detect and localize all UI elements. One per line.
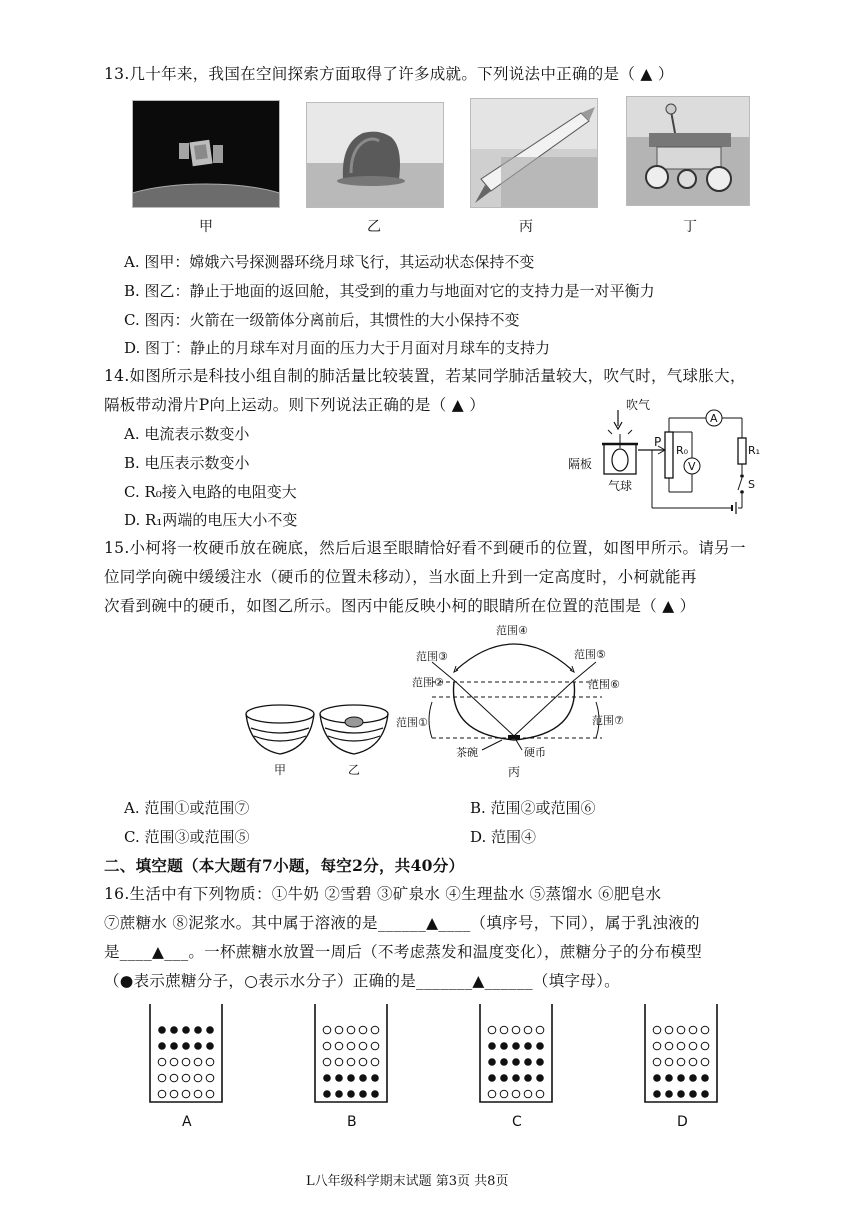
sucrose-molecule — [335, 1090, 343, 1098]
water-molecule — [488, 1090, 496, 1098]
water-molecule — [653, 1026, 661, 1034]
water-molecule — [653, 1042, 661, 1050]
water-molecule — [170, 1074, 178, 1082]
sucrose-molecule — [512, 1058, 520, 1066]
water-molecule — [500, 1026, 508, 1034]
q14-option-a[interactable]: A. 电流表示数变小 — [124, 425, 250, 443]
water-molecule — [206, 1090, 214, 1098]
water-molecule — [677, 1026, 685, 1034]
q15-option-a[interactable]: A. 范围①或范围⑦ — [124, 799, 250, 817]
water-molecule — [512, 1026, 520, 1034]
water-molecule — [182, 1090, 190, 1098]
sucrose-molecule — [323, 1074, 331, 1082]
water-molecule — [323, 1058, 331, 1066]
q13-option-d[interactable]: D. 图丁：静止的月球车对月面的压力大于月面对月球车的支持力 — [124, 339, 551, 357]
q15-option-b[interactable]: B. 范围②或范围⑥ — [470, 799, 596, 817]
water-molecule — [323, 1026, 331, 1034]
water-molecule — [359, 1042, 367, 1050]
water-molecule — [158, 1074, 166, 1082]
range-1-label: 范围① — [396, 716, 428, 729]
label-teacup: 茶碗 — [456, 746, 478, 759]
sucrose-molecule — [335, 1074, 343, 1082]
water-molecule — [653, 1058, 661, 1066]
q16-line4: （●表示蔗糖分子，○表示水分子）正确的是_______▲______（填字母）。 — [104, 972, 620, 990]
photo-caption-yi: 乙 — [367, 219, 381, 235]
water-molecule — [524, 1026, 532, 1034]
q14-option-b[interactable]: B. 电压表示数变小 — [124, 454, 250, 472]
sucrose-molecule — [371, 1074, 379, 1082]
sucrose-molecule — [170, 1026, 178, 1034]
label-blow: 吹气 — [626, 398, 651, 412]
sucrose-molecule — [347, 1074, 355, 1082]
sucrose-molecule — [158, 1042, 166, 1050]
photo-caption-jia: 甲 — [199, 219, 213, 235]
water-molecule — [701, 1042, 709, 1050]
water-molecule — [512, 1090, 520, 1098]
q14-stem-line2: 隔板带动滑片P向上运动。则下列说法正确的是（ ▲ ） — [104, 396, 486, 414]
sucrose-molecule — [206, 1042, 214, 1050]
sucrose-molecule — [194, 1026, 202, 1034]
water-molecule — [170, 1090, 178, 1098]
page-footer: L八年级科学期末试题 第3页 共8页 — [306, 1174, 509, 1189]
sucrose-molecule — [701, 1090, 709, 1098]
sucrose-molecule — [665, 1074, 673, 1082]
sucrose-molecule — [677, 1074, 685, 1082]
photo-caption-ding: 丁 — [683, 219, 697, 235]
sucrose-molecule — [524, 1042, 532, 1050]
beaker-B — [315, 1004, 387, 1130]
sucrose-molecule — [512, 1042, 520, 1050]
water-molecule — [158, 1058, 166, 1066]
sucrose-molecule — [182, 1042, 190, 1050]
water-molecule — [158, 1090, 166, 1098]
water-molecule — [524, 1090, 532, 1098]
voltmeter-symbol: V — [688, 460, 696, 473]
water-molecule — [536, 1026, 544, 1034]
sucrose-molecule — [500, 1042, 508, 1050]
water-molecule — [665, 1026, 673, 1034]
q16-line2: ⑦蔗糖水 ⑧泥浆水。其中属于溶液的是______▲____（填序号，下同），属于乳浊液的 — [104, 914, 700, 932]
water-molecule — [182, 1058, 190, 1066]
water-molecule — [182, 1074, 190, 1082]
water-molecule — [701, 1058, 709, 1066]
caption-bing: 丙 — [508, 765, 521, 779]
water-molecule — [194, 1074, 202, 1082]
range-3-label: 范围③ — [416, 650, 448, 663]
water-molecule — [194, 1058, 202, 1066]
beaker-C — [480, 1004, 552, 1130]
beaker-D — [645, 1004, 717, 1130]
q13-option-b[interactable]: B. 图乙：静止于地面的返回舱，其受到的重力与地面对它的支持力是一对平衡力 — [124, 282, 655, 300]
sucrose-molecule — [206, 1026, 214, 1034]
sucrose-molecule — [536, 1058, 544, 1066]
sucrose-molecule — [701, 1074, 709, 1082]
chang-e-6-photo — [132, 100, 280, 208]
sucrose-molecule — [689, 1090, 697, 1098]
q16-line3: 是____▲___。一杯蔗糖水放置一周后（不考虑蒸发和温度变化），蔗糖分子的分布模型 — [104, 943, 703, 961]
section-2-heading: 二、填空题（本大题有7小题，每空2分，共40分） — [104, 856, 465, 875]
sucrose-molecule — [488, 1042, 496, 1050]
q13-stem: 13.几十年来，我国在空间探索方面取得了许多成就。下列说法中正确的是（ ▲ ） — [104, 65, 674, 83]
q15-option-c[interactable]: C. 范围③或范围⑤ — [124, 828, 250, 846]
water-molecule — [359, 1058, 367, 1066]
label-coin: 硬币 — [524, 746, 546, 759]
label-slider-p: P — [654, 435, 662, 449]
range-5-label: 范围⑤ — [574, 648, 606, 661]
water-molecule — [170, 1058, 178, 1066]
water-molecule — [206, 1074, 214, 1082]
sucrose-molecule — [524, 1058, 532, 1066]
water-molecule — [323, 1042, 331, 1050]
beaker-label[interactable]: D — [677, 1114, 688, 1130]
water-molecule — [500, 1090, 508, 1098]
return-capsule-photo — [306, 102, 444, 208]
range-4-label: 范围④ — [496, 624, 528, 637]
sucrose-molecule — [677, 1090, 685, 1098]
water-molecule — [536, 1090, 544, 1098]
sucrose-molecule — [653, 1074, 661, 1082]
range-7-label: 范围⑦ — [592, 714, 624, 727]
water-molecule — [347, 1058, 355, 1066]
water-molecule — [677, 1058, 685, 1066]
sucrose-molecule — [158, 1026, 166, 1034]
q13-option-a[interactable]: A. 图甲：嫦娥六号探测器环绕月球飞行，其运动状态保持不变 — [124, 253, 535, 271]
water-molecule — [371, 1058, 379, 1066]
label-partition: 隔板 — [568, 457, 593, 471]
sucrose-molecule — [536, 1074, 544, 1082]
sucrose-molecule — [524, 1074, 532, 1082]
sucrose-molecule — [689, 1074, 697, 1082]
water-molecule — [689, 1026, 697, 1034]
range-6-label: 范围⑥ — [588, 678, 620, 691]
water-molecule — [677, 1042, 685, 1050]
water-molecule — [347, 1042, 355, 1050]
q15-stem-line1: 15.小柯将一枚硬币放在碗底，然后后退至眼睛恰好看不到硬币的位置，如图甲所示。请另一 — [104, 539, 746, 557]
q14-option-d[interactable]: D. R₁两端的电压大小不变 — [124, 511, 298, 529]
water-molecule — [689, 1042, 697, 1050]
water-molecule — [701, 1026, 709, 1034]
beaker-A — [150, 1004, 222, 1130]
water-molecule — [371, 1042, 379, 1050]
sucrose-molecule — [488, 1058, 496, 1066]
lunar-rover-photo — [626, 96, 750, 206]
beaker-label[interactable]: B — [347, 1114, 357, 1130]
water-molecule — [665, 1042, 673, 1050]
sucrose-molecule — [347, 1090, 355, 1098]
q14-stem-line1: 14.如图所示是科技小组自制的肺活量比较装置，若某同学肺活量较大，吹气时，气球胀大， — [104, 367, 746, 385]
water-molecule — [371, 1026, 379, 1034]
caption-yi: 乙 — [348, 763, 361, 777]
beaker-label[interactable]: A — [182, 1114, 192, 1130]
water-molecule — [194, 1090, 202, 1098]
beaker-label[interactable]: C — [512, 1114, 522, 1130]
water-molecule — [347, 1026, 355, 1034]
sucrose-molecule — [512, 1074, 520, 1082]
sucrose-molecule — [665, 1090, 673, 1098]
q13-option-c[interactable]: C. 图丙：火箭在一级箭体分离前后，其惯性的大小保持不变 — [124, 311, 520, 329]
water-molecule — [335, 1042, 343, 1050]
water-molecule — [206, 1058, 214, 1066]
water-molecule — [665, 1058, 673, 1066]
q15-stem-line2: 位同学向碗中缓缓注水（硬币的位置未移动），当水面上升到一定高度时，小柯就能再 — [104, 568, 697, 586]
label-r0: R₀ — [676, 444, 689, 457]
q15-stem-line3: 次看到碗中的硬币，如图乙所示。图丙中能反映小柯的眼睛所在位置的范围是（ ▲ ） — [104, 597, 696, 615]
bowls-jia-yi-figure — [242, 700, 392, 780]
sucrose-molecule — [359, 1090, 367, 1098]
water-molecule — [359, 1026, 367, 1034]
sucrose-molecule — [182, 1026, 190, 1034]
range-2-label: 范围② — [412, 676, 444, 689]
sucrose-molecule — [500, 1058, 508, 1066]
sucrose-distribution-beakers — [140, 1000, 740, 1136]
water-molecule — [335, 1026, 343, 1034]
sucrose-molecule — [371, 1090, 379, 1098]
label-switch-s: S — [748, 478, 755, 491]
sucrose-molecule — [653, 1090, 661, 1098]
q15-option-d[interactable]: D. 范围④ — [470, 828, 537, 846]
q14-option-c[interactable]: C. R₀接入电路的电阻变大 — [124, 483, 297, 501]
water-molecule — [335, 1058, 343, 1066]
water-molecule — [689, 1058, 697, 1066]
sucrose-molecule — [359, 1074, 367, 1082]
sucrose-molecule — [488, 1074, 496, 1082]
q16-line1: 16.生活中有下列物质：①牛奶 ②雪碧 ③矿泉水 ④生理盐水 ⑤蒸馏水 ⑥肥皂水 — [104, 885, 662, 903]
ammeter-symbol: A — [710, 412, 718, 425]
water-molecule — [488, 1026, 496, 1034]
sucrose-molecule — [323, 1090, 331, 1098]
label-r1: R₁ — [748, 444, 761, 457]
caption-jia: 甲 — [274, 763, 287, 777]
photo-caption-bing: 丙 — [519, 219, 533, 235]
sucrose-molecule — [194, 1042, 202, 1050]
label-balloon: 气球 — [608, 479, 633, 493]
eye-range-figure-bing — [392, 622, 642, 782]
sucrose-molecule — [500, 1074, 508, 1082]
lung-capacity-circuit-diagram — [566, 396, 762, 520]
sucrose-molecule — [170, 1042, 178, 1050]
sucrose-molecule — [536, 1042, 544, 1050]
rocket-separation-photo — [470, 98, 598, 208]
